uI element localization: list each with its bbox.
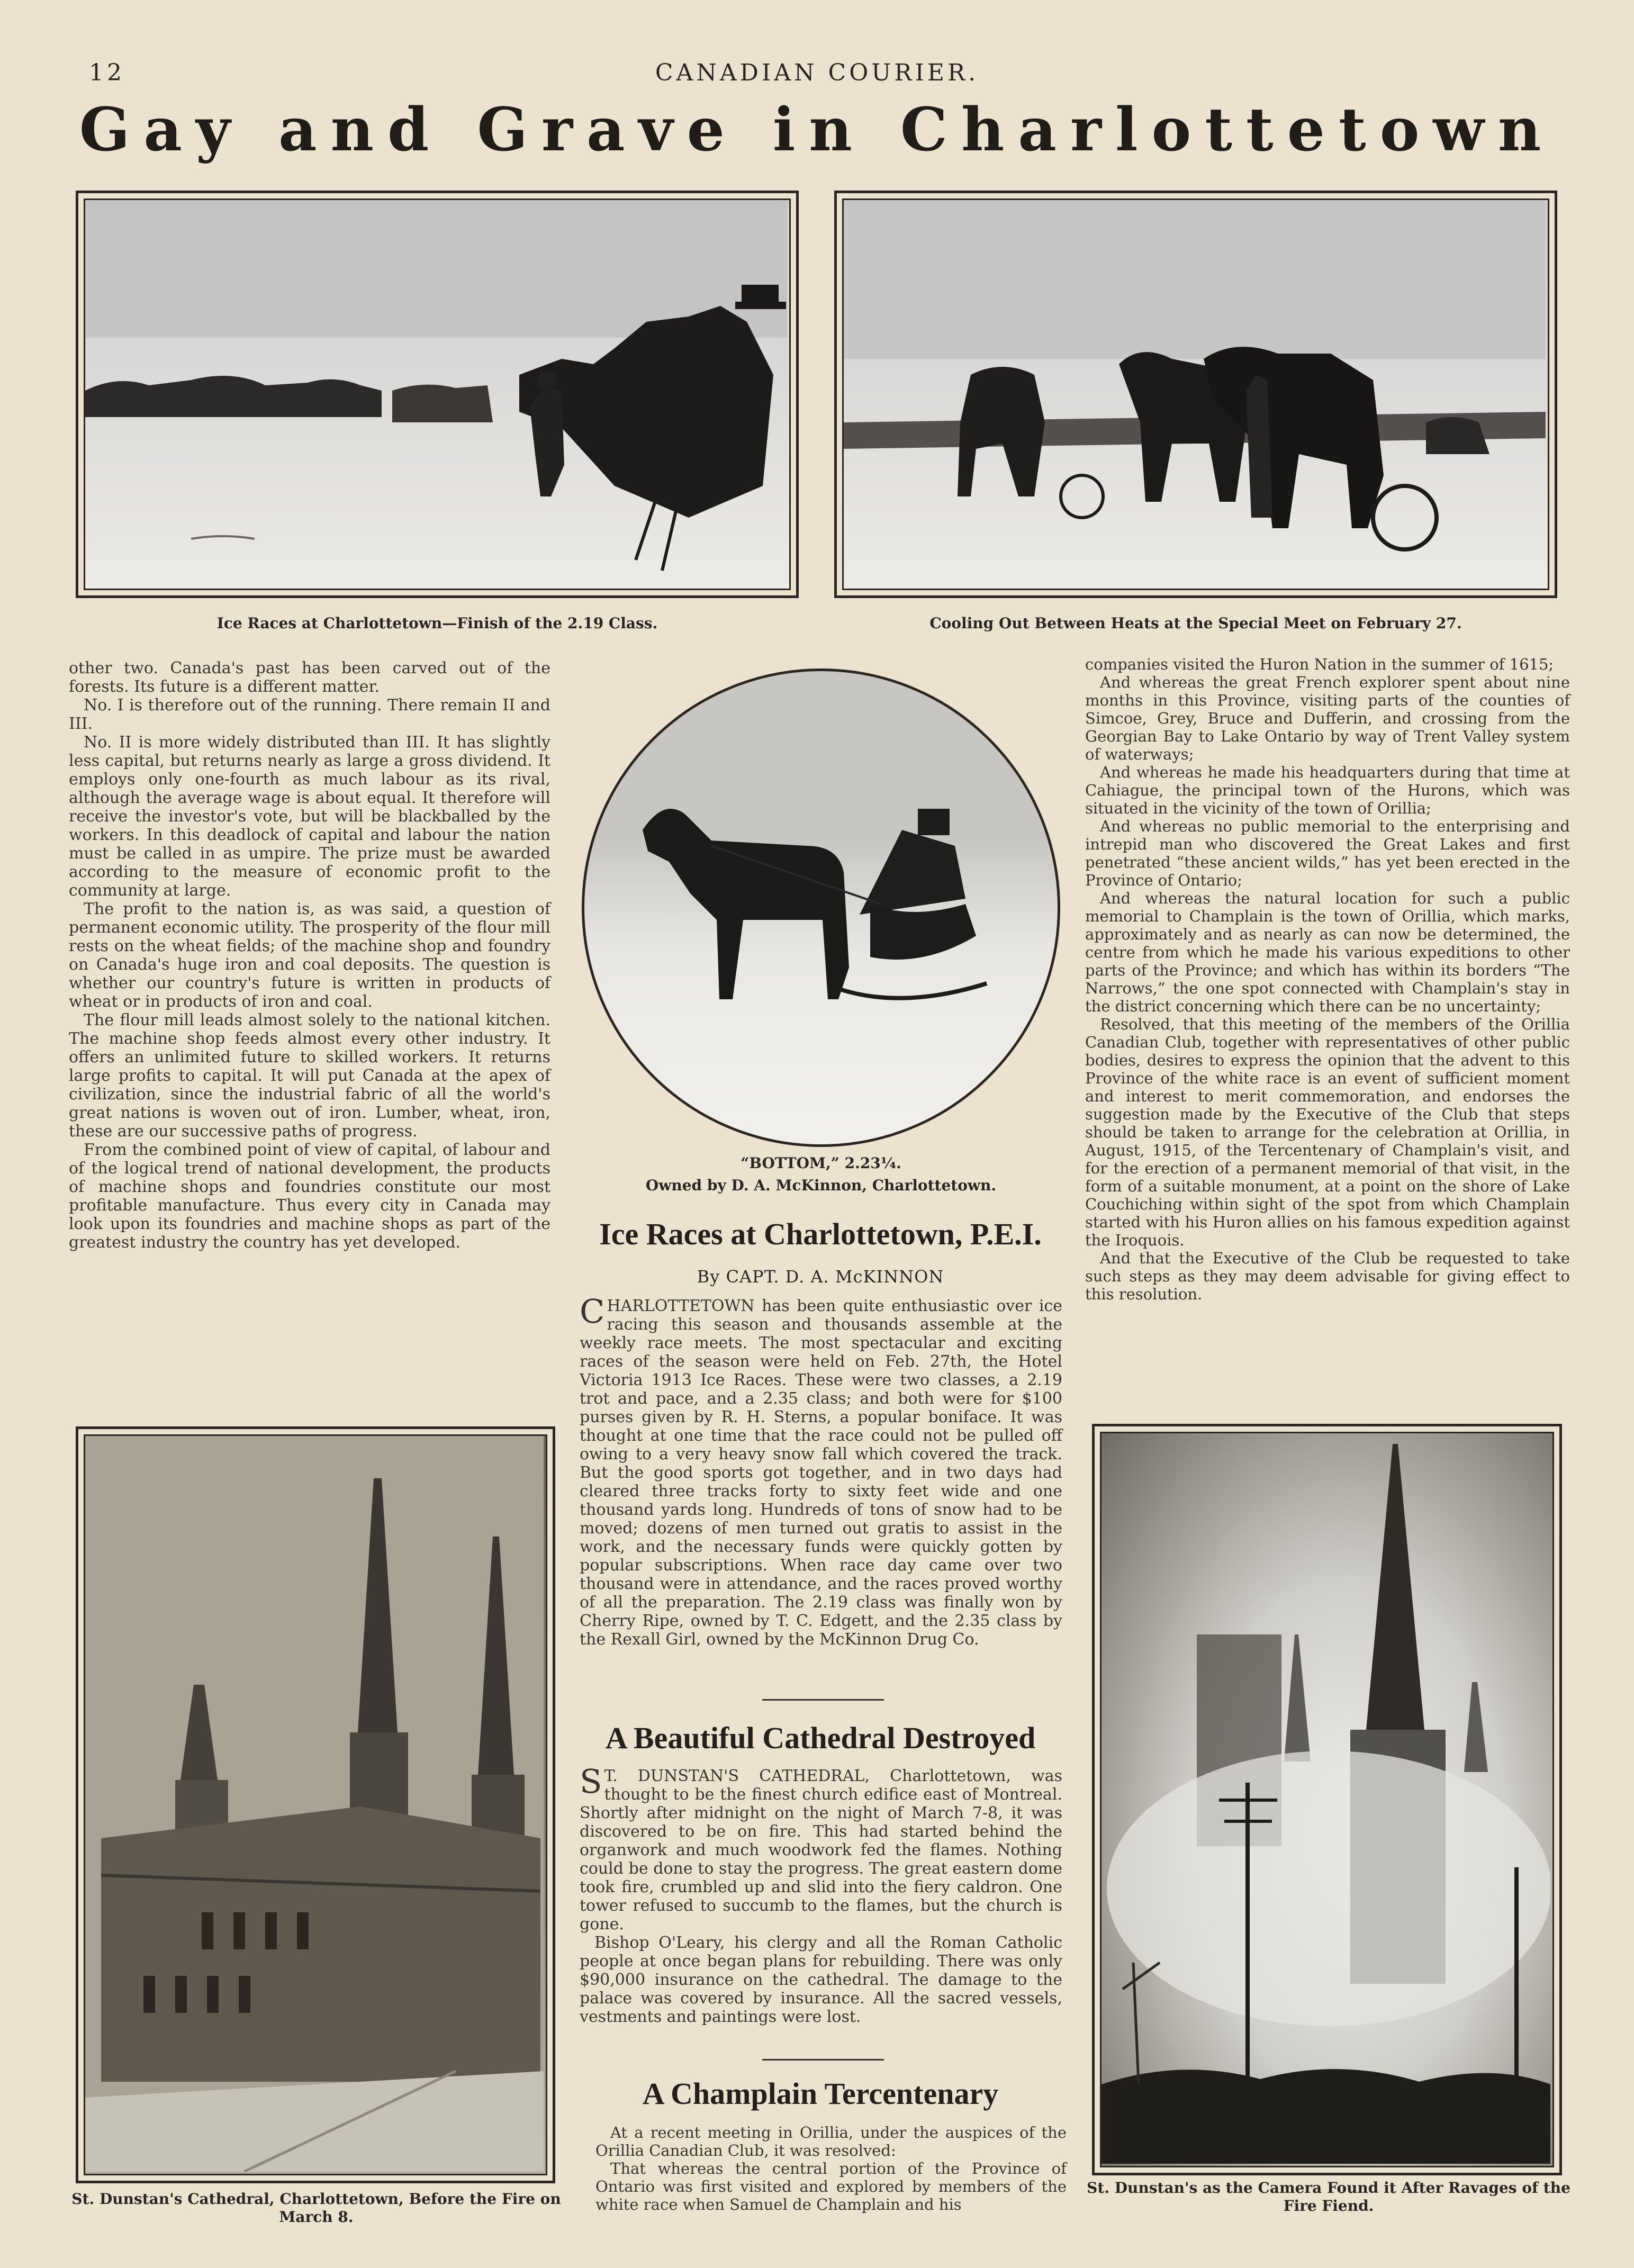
page-number: 12	[89, 59, 125, 86]
photo-cathedral-before	[76, 1426, 555, 2183]
page-title: Gay and Grave in Charlottetown	[79, 95, 1555, 165]
headline-ice-races: Ice Races at Charlottetown, P.E.I.	[599, 1217, 1042, 1251]
caption-cathedral-before: St. Dunstan's Cathedral, Charlottetown, Before the Fire on March 8.	[71, 2190, 561, 2226]
caption-bottom-line1: “BOTTOM,” 2.23¼.	[741, 1154, 901, 1172]
left-paragraph: No. I is therefore out of the running. There remain II and III.	[69, 696, 550, 733]
cathedral-body	[580, 1762, 1062, 2026]
dropcap-s: S	[580, 1762, 602, 1801]
caption-cooling-out: Cooling Out Between Heats at the Special Meet on February 27.	[929, 615, 1462, 632]
divider	[762, 1699, 884, 1701]
headline-cathedral: A Beautiful Cathedral Destroyed	[605, 1721, 1036, 1755]
right-paragraph: And whereas he made his headquarters during that time at Cahiague, the principal town of the Hurons, which was situated in the vicinity of the town of Orillia;	[1085, 763, 1570, 817]
left-paragraph: From the combined point of view of capital, of labour and of the logical trend of national development, the products of machine shops and foundries constitute our most profitable manufacture. Thus every city in Canada may look upon its foundries and machine shops as part of the greatest industry the country has yet developed.	[69, 1141, 550, 1252]
photo-cooling-out	[834, 191, 1557, 598]
right-paragraph: Resolved, that this meeting of the members of the Orillia Canadian Club, together with representatives of other public bodies, desires to express the opinion that the advent to this Province of the white race is an event of sufficient moment and interest to merit commemoration, and endorses the suggestion made by the Executive of the Club that steps should be taken to arrange for the celebration at Orillia, in August, 1915, of the Tercentenary of Champlain's visit, and for the erection of a permanent memorial of that visit, in the form of a suitable monument, at a point on the shore of Lake Couchiching within sight of the spot from which Champlain started with his Huron allies on his famous expedition against the Iroquois.	[1085, 1015, 1570, 1249]
ice-races-body	[580, 1292, 1062, 1649]
left-paragraph: The profit to the nation is, as was said, a question of permanent economic utility. The prosperity of the flour mill rests on the wheat fields; of the machine shop and foundry on Canada's huge iron and coal deposits. The question is whether our country's future is written in products of wheat or in products of iron and coal.	[69, 900, 550, 1011]
right-paragraph: And whereas no public memorial to the enterprising and intrepid man who discovered the Great Lakes and first penetrated “these ancient wilds,” has yet been erected in the Province of Ontario;	[1085, 817, 1570, 889]
left-paragraph: The flour mill leads almost solely to the national kitchen. The machine shop feeds almost every other industry. It offers an unlimited future to skilled workers. It returns large profits to capital. It will put Canada at the apex of civilization, since the industrial fabric of all the world's great nations is woven out of iron. Lumber, wheat, iron, these are our successive paths of progress.	[69, 1011, 550, 1141]
champlain-body	[595, 2124, 1067, 2213]
divider	[762, 2059, 884, 2061]
caption-cathedral-after: St. Dunstan's as the Camera Found it After Ravages of the Fire Fiend.	[1087, 2179, 1570, 2215]
champlain-intro: At a recent meeting in Orillia, under the auspices of the Orillia Canadian Club, it was resolved:	[595, 2124, 1067, 2159]
ice-races-text: HARLOTTETOWN has been quite enthusiastic over ice racing this season and thousands assemble at the weekly race meets. The most spectacular and exciting races of the season were held on Feb. 27th, the Hotel Victoria 1913 Ice Races. These were two classes, a 2.19 trot and pace, and a 2.35 class; and both were for $100 purses given by R. H. Sterns, a popular boniface. It was thought at one time that the race could not be pulled off owing to a very heavy snow fall which covered the track. But the good sports got together, and in two days had cleared three tracks forty to sixty feet wide and one thousand yards long. Hundreds of tons of snow had to be moved; dozens of men turned out gratis to assist in the work, and the necessary funds were quickly gotten by popular subscriptions. When race day came over two thousand were in attendance, and the races proved worthy of all the preparation. The 2.19 class was finally won by Cherry Ripe, owned by T. C. Edgett, and the 2.35 class by the Rexall Girl, owned by the McKinnon Drug Co.	[580, 1297, 1062, 1649]
left-paragraph: No. II is more widely distributed than III. It has slightly less capital, but returns nearly as large a gross dividend. It employs only one-fourth as much labour as its rival, although the average wage is about equal. It therefore will receive the investor's vote, but will be blackballed by the workers. In this deadlock of capital and labour the nation must be called in as umpire. The prize must be awarded according to the measure of economic profit to the community at large.	[69, 733, 550, 900]
photo-race-finish	[76, 191, 799, 598]
dropcap-c: C	[580, 1292, 605, 1331]
left-column-text	[69, 659, 550, 1252]
right-paragraph: And that the Executive of the Club be requested to take such steps as they may deem advisable for giving effect to this resolution.	[1085, 1249, 1570, 1303]
publication-name: CANADIAN COURIER.	[655, 59, 979, 86]
cathedral-text-2: Bishop O'Leary, his clergy and all the Roman Catholic people at once began plans for rebuilding. There was only $90,000 insurance on the cathedral. The damage to the palace was covered by insurance. All the sacred vessels, vestments and paintings were lost.	[580, 1933, 1062, 2026]
headline-champlain: A Champlain Tercentenary	[642, 2076, 999, 2111]
caption-race-finish: Ice Races at Charlottetown—Finish of the 2.19 Class.	[216, 615, 658, 632]
right-paragraph: And whereas the great French explorer spent about nine months in this Province, visiting parts of the counties of Simcoe, Grey, Bruce and Dufferin, and crossing from the Georgian Bay to Lake Ontario by way of Trent Valley system of waterways;	[1085, 673, 1570, 763]
right-paragraph: And whereas the natural location for such a public memorial to Champlain is the town of Orillia, which marks, approximately and as nearly as can now be determined, the centre from which he made his various expeditions to other parts of the Province; and which has within its borders “The Narrows,” the one spot connected with Champlain's stay in the district concerning which there can be no uncertainty;	[1085, 889, 1570, 1015]
photo-cathedral-after	[1092, 1424, 1562, 2175]
champlain-start: That whereas the central portion of the Province of Ontario was first visited and explored by members of the white race when Samuel de Champlain and his	[595, 2159, 1067, 2213]
left-paragraph: other two. Canada's past has been carved out of the forests. Its future is a different matter.	[69, 659, 550, 696]
caption-bottom-line2: Owned by D. A. McKinnon, Charlottetown.	[645, 1177, 997, 1194]
right-paragraph: companies visited the Huron Nation in the summer of 1615;	[1085, 655, 1554, 673]
cathedral-text-1: T. DUNSTAN'S CATHEDRAL, Charlottetown, was thought to be the finest church edifice east of Montreal. Shortly after midnight on the night of March 7-8, it was discovered to be on fire. This had started behind the organwork and much woodwork fed the flames. Nothing could be done to stay the progress. The great eastern dome took fire, crumbled up and slid into the fiery caldron. One tower refused to succumb to the flames, but the church is gone.	[580, 1767, 1062, 1933]
right-column-text	[1085, 655, 1570, 1303]
byline-ice-races: By CAPT. D. A. McKINNON	[697, 1267, 944, 1287]
photo-bottom-horse	[582, 668, 1060, 1147]
